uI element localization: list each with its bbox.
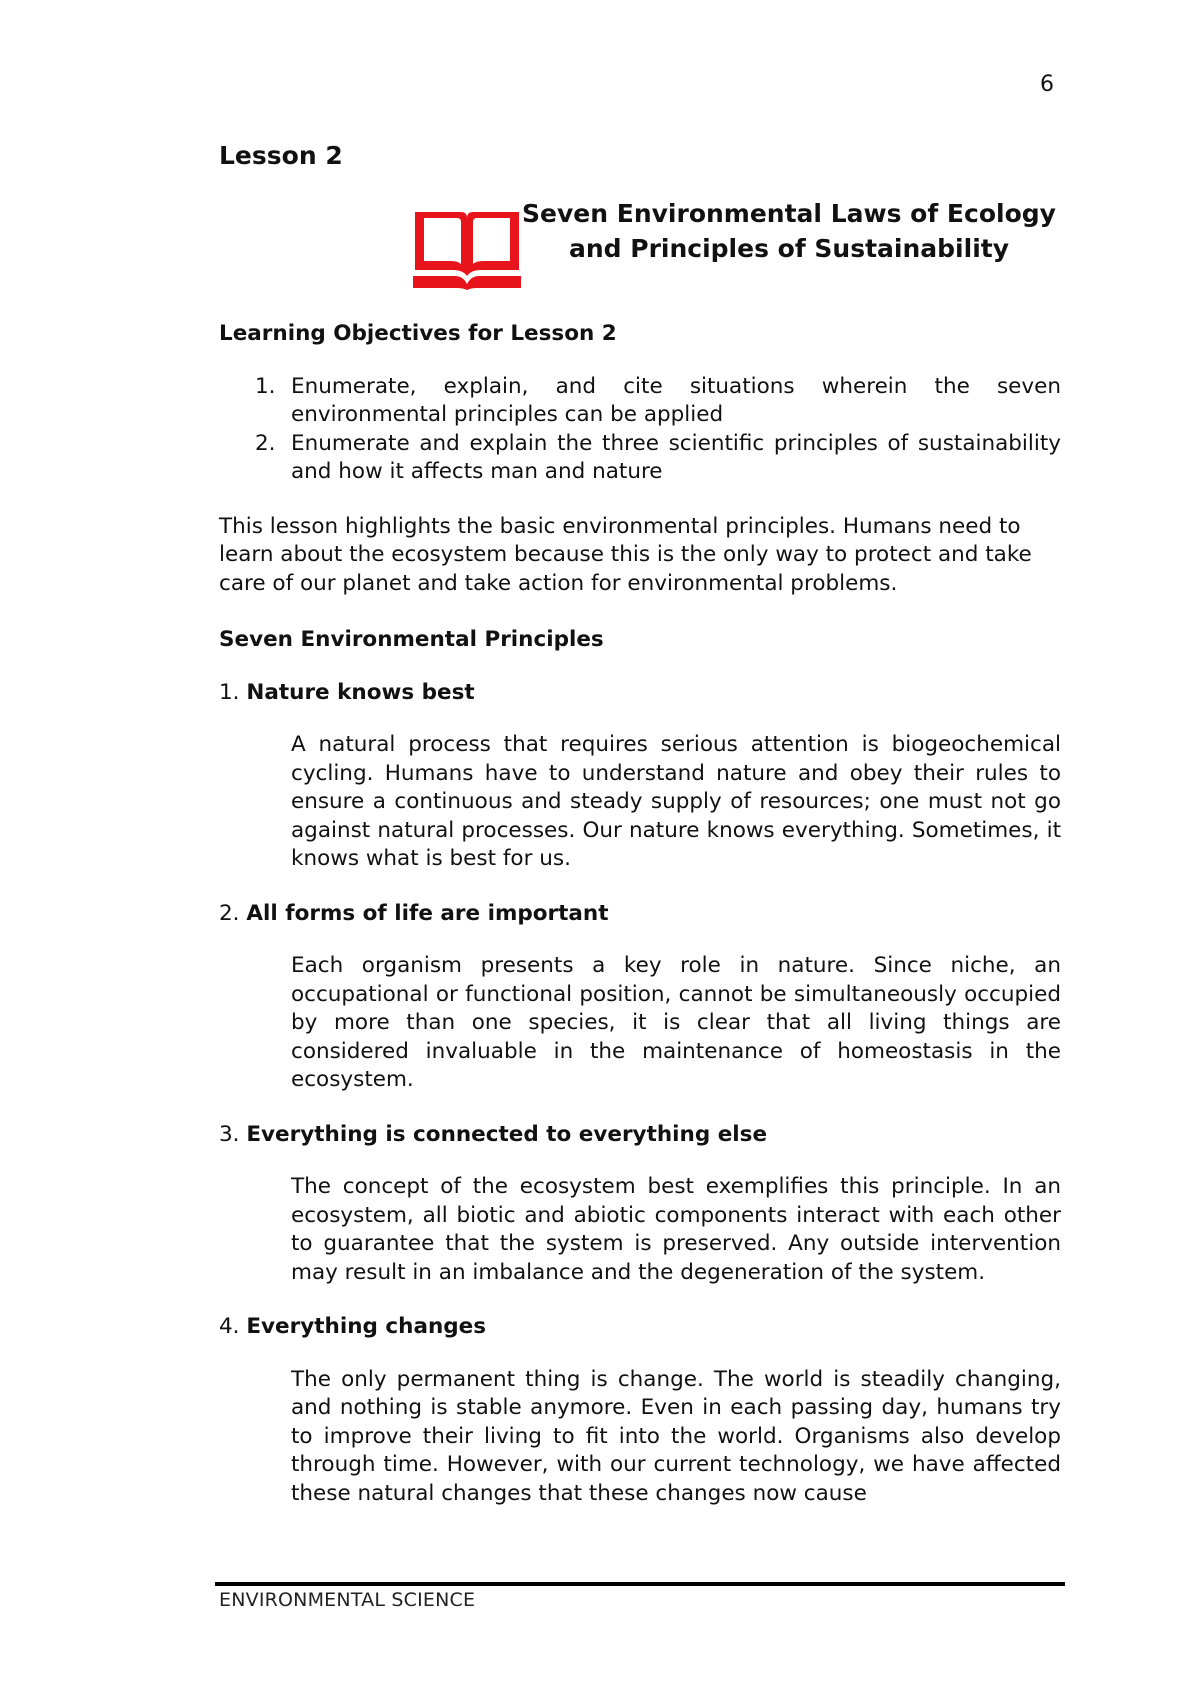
lesson-title-line-1: Seven Environmental Laws of Ecology: [522, 199, 1056, 228]
principle-body: Each organism presents a key role in nature. Since niche, an occupational or functional position, cannot be simultaneously occupied by more than one species, it is clear that all living things are considered invaluable in the maintenance of homeostasis in the ecosystem.: [291, 953, 1061, 1092]
principle-heading: [219, 1121, 1061, 1150]
principle-number: 1.: [219, 679, 240, 705]
principles-heading: Seven Environmental Principles: [219, 627, 604, 652]
principle-heading: [219, 1313, 1061, 1342]
principle-section: [219, 900, 1061, 1095]
principle-body: The only permanent thing is change. The world is steadily changing, and nothing is stable anymore. Even in each passing day, humans try to improve their living to fit into the world. Organisms also develop through time. However, with our current technology, we have affected these natural changes that these changes now cause: [291, 1366, 1061, 1506]
principle-title: Everything is connected to everything else: [246, 1121, 768, 1147]
intro-paragraph: This lesson highlights the basic environmental principles. Humans need to learn about the ecosystem because this is the only way to protect and take care of our planet and take action for environmental problems.: [219, 513, 1032, 596]
principle-number: 3.: [219, 1121, 240, 1147]
objectives-heading: Learning Objectives for Lesson 2: [219, 321, 617, 346]
book-icon: [413, 206, 521, 290]
principle-section: [219, 679, 1061, 874]
principle-body: The concept of the ecosystem best exemplifies this principle. In an ecosystem, all biotic and abiotic components interact with each other to guarantee that the system is preserved. Any outside intervention may result in an imbalance and the degeneration of the system.: [291, 1174, 1061, 1285]
document-body: [219, 142, 1061, 1534]
objective-number: 2.: [255, 430, 276, 456]
objective-item: [219, 430, 1061, 487]
page-number: 6: [1040, 72, 1054, 97]
objective-text: Enumerate and explain the three scientific principles of sustainability and how it affects man and nature: [291, 430, 1061, 484]
principle-section: [219, 1121, 1061, 1288]
footer-label: ENVIRONMENTAL SCIENCE: [219, 1589, 476, 1611]
principle-title: Everything changes: [246, 1314, 487, 1339]
principle-title: All forms of life are important: [246, 900, 609, 926]
principle-number: 2.: [219, 900, 240, 926]
objectives-list: [219, 373, 1061, 487]
principle-number: 4.: [219, 1314, 240, 1339]
objective-text: Enumerate, explain, and cite situations wherein the seven environmental principles can be applied: [291, 373, 1061, 427]
objective-number: 1.: [255, 373, 276, 399]
footer-divider: [215, 1582, 1065, 1586]
title-block: [219, 186, 1061, 306]
principle-section: [219, 1313, 1061, 1508]
principle-heading: [219, 900, 1061, 929]
objective-item: [219, 373, 1061, 430]
principle-heading: [219, 679, 1061, 708]
principle-body: A natural process that requires serious attention is biogeochemical cycling. Humans have to understand nature and obey their rules to ensure a continuous and steady supply of resources; one must not go against natural processes. Our nature knows everything. Sometimes, it knows what is best for us.: [291, 732, 1061, 871]
lesson-title-line-2: and Principles of Sustainability: [568, 234, 1010, 263]
lesson-label: Lesson 2: [219, 141, 343, 170]
lesson-title: [519, 196, 1059, 266]
principle-title: Nature knows best: [246, 679, 475, 705]
